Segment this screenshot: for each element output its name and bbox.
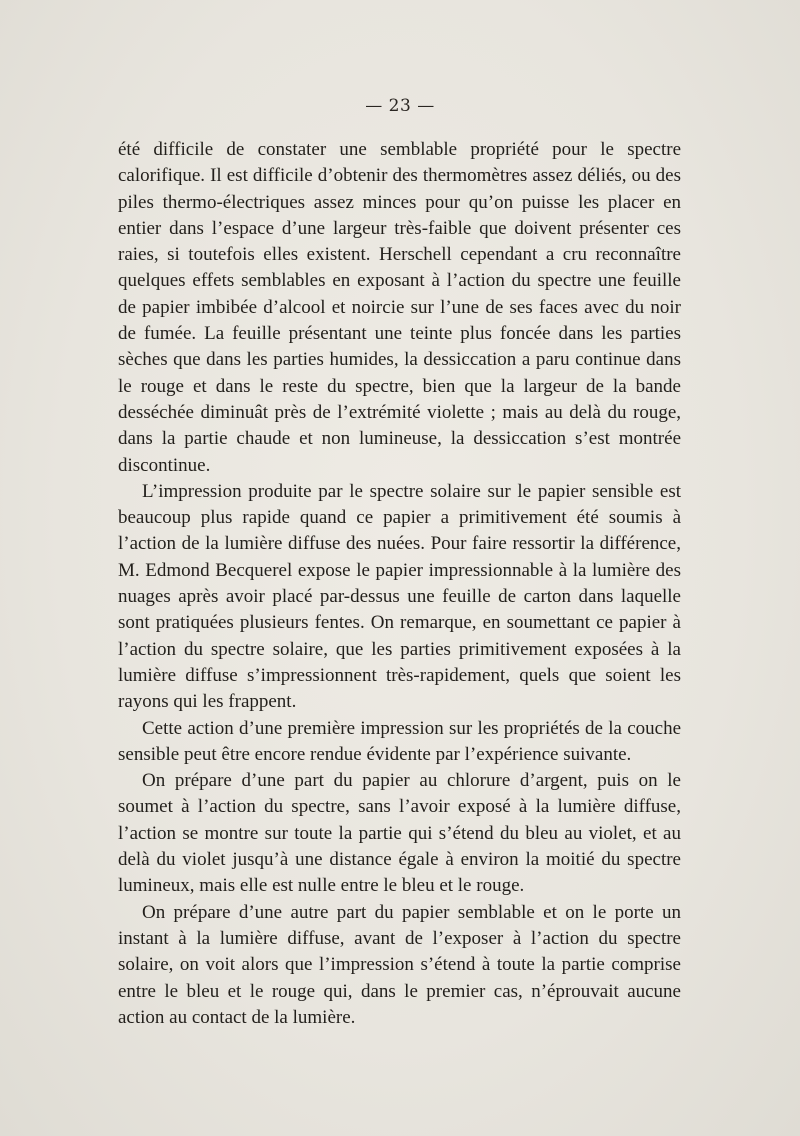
paragraph: L’impression produite par le spectre solaire sur le papier sensible est beaucoup plus rapide quand ce papier a primitivement été soumis à l’action de la lumière diffuse des nuées. Pour faire ressortir la différence, M. Edmond Becquerel expose le papier impressionnable à la lumière des nuages après avoir placé par-dessus une feuille de carton dans laquelle sont pratiquées plusieurs fentes. On remarque, en soumettant ce papier à l’action du spectre solaire, que les parties primitivement exposées à la lumière diffuse s’impressionnent très-rapidement, quels que soient les rayons qui les frappent. — [118, 480, 681, 713]
paragraph-continued: été difficile de constater une semblable propriété pour le spectre calorifique. Il est difficile d’obtenir des thermomètres assez déliés, ou des piles thermo-électriques assez minces pour qu’on puisse les placer en entier dans l’espace d’une largeur très-faible que doivent présenter ces raies, si toutefois elles existent. Herschell cependant a cru reconnaître quelques effets semblables en exposant à l’action du spectre une feuille de papier imbibée d’alcool et noircie sur l’une de ses faces avec du noir de fumée. La feuille présentant une teinte plus foncée dans les parties sèches que dans les parties humides, la dessiccation a paru continue dans le rouge et dans le reste du spectre, bien que la largeur de la bande desséchée diminuât près de l’extrémité violette ; mais au delà du rouge, dans la partie chaude et non lumineuse, la dessiccation s’est montrée discontinue. — [118, 139, 681, 476]
body-text — [118, 137, 681, 1031]
paragraph: Cette action d’une première impression sur les propriétés de la couche sensible peut être encore rendue évidente par l’expérience suivante. — [118, 717, 681, 765]
page-number: — 23 — — [365, 96, 435, 116]
paragraph: On prépare d’une autre part du papier semblable et on le porte un instant à la lumière diffuse, avant de l’exposer à l’action du spectre solaire, on voit alors que l’impression s’étend à toute la partie comprise entre le bleu et le rouge qui, dans le premier cas, n’éprouvait aucune action au contact de la lumière. — [118, 901, 681, 1028]
paragraph: On prépare d’une part du papier au chlorure d’argent, puis on le soumet à l’action du spectre, sans l’avoir exposé à la lumière diffuse, l’action se montre sur toute la partie qui s’étend du bleu au violet, et au delà du violet jusqu’à une distance égale à environ la moitié du spectre lumineux, mais elle est nulle entre le bleu et le rouge. — [118, 770, 681, 897]
